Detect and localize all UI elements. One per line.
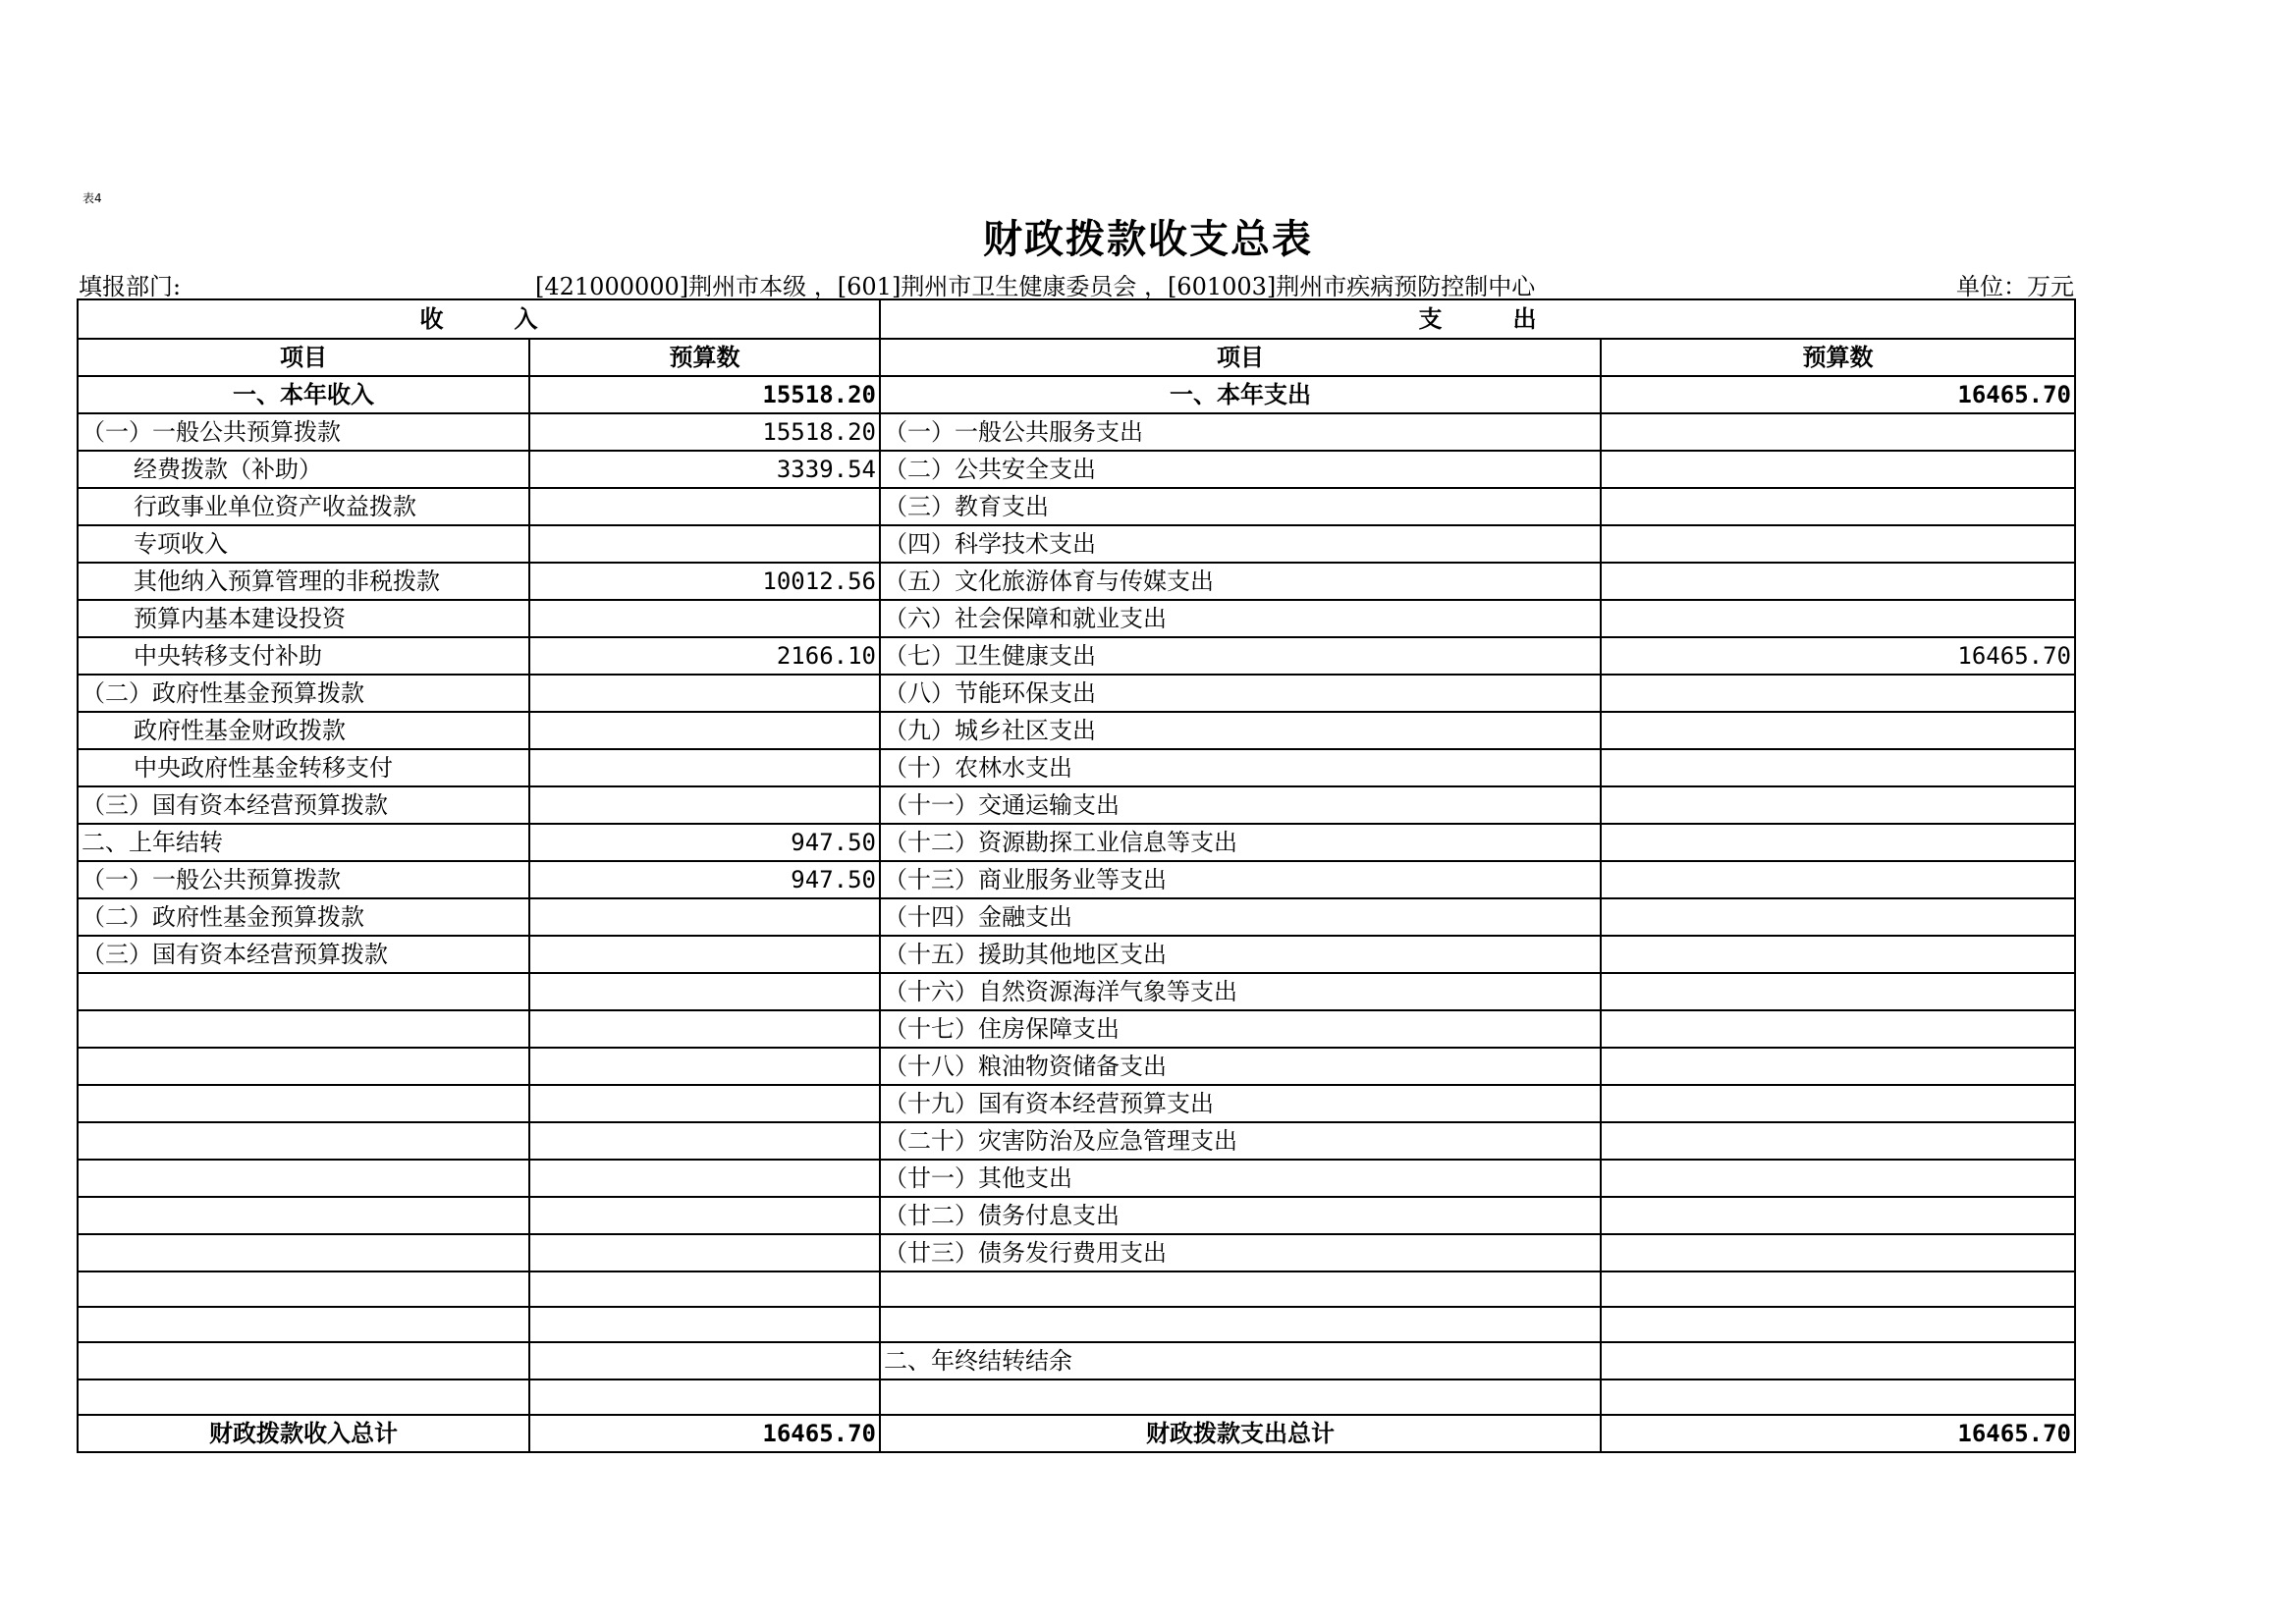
expense-budget-cell <box>1601 600 2075 637</box>
expense-item-cell <box>880 1380 1601 1415</box>
income-item-cell: （三）国有资本经营预算拨款 <box>78 936 529 973</box>
expense-item-cell: （廿二）债务付息支出 <box>880 1197 1601 1234</box>
expense-item-cell: （十一）交通运输支出 <box>880 786 1601 824</box>
income-item-cell: 经费拨款（补助） <box>78 451 529 488</box>
income-budget-cell <box>529 786 880 824</box>
income-budget-cell: 15518.20 <box>529 376 880 413</box>
income-budget-cell <box>529 1197 880 1234</box>
expense-budget-cell: 16465.70 <box>1601 637 2075 675</box>
table-row <box>78 1342 2075 1380</box>
expense-item-cell: （六）社会保障和就业支出 <box>880 600 1601 637</box>
table-row <box>78 1160 2075 1197</box>
table-row <box>78 898 2075 936</box>
table-row <box>78 675 2075 712</box>
income-item-cell <box>78 1234 529 1271</box>
expense-item-cell: （十四）金融支出 <box>880 898 1601 936</box>
expense-item-cell: （十八）粮油物资储备支出 <box>880 1048 1601 1085</box>
expense-budget-cell <box>1601 973 2075 1010</box>
expense-item-cell: （七）卫生健康支出 <box>880 637 1601 675</box>
table-row <box>78 749 2075 786</box>
table-row <box>78 413 2075 451</box>
income-budget-cell <box>529 1234 880 1271</box>
income-budget-cell <box>529 1010 880 1048</box>
expense-budget-cell <box>1601 898 2075 936</box>
income-item-cell: （一）一般公共预算拨款 <box>78 413 529 451</box>
table-row <box>78 712 2075 749</box>
income-budget-cell: 15518.20 <box>529 413 880 451</box>
income-budget-cell <box>529 712 880 749</box>
income-budget-cell <box>529 675 880 712</box>
income-item-cell <box>78 1010 529 1048</box>
fill-dept-label: 填报部门: <box>79 273 182 300</box>
table-row <box>78 786 2075 824</box>
table-row <box>78 1380 2075 1415</box>
expense-budget-cell <box>1601 1380 2075 1415</box>
table-row <box>78 1307 2075 1342</box>
income-budget-cell: 16465.70 <box>529 1415 880 1452</box>
income-item-cell: 中央政府性基金转移支付 <box>78 749 529 786</box>
expense-item-cell <box>880 1271 1601 1307</box>
income-item-cell: （一）一般公共预算拨款 <box>78 861 529 898</box>
expense-item-cell: （十三）商业服务业等支出 <box>880 861 1601 898</box>
income-budget-cell <box>529 1271 880 1307</box>
expense-item-cell: （一）一般公共服务支出 <box>880 413 1601 451</box>
income-item-cell <box>78 973 529 1010</box>
income-budget-cell <box>529 1342 880 1380</box>
expense-budget-cell <box>1601 1234 2075 1271</box>
expense-item-cell <box>880 1307 1601 1342</box>
finance-summary-table <box>77 298 2076 1453</box>
expense-budget-cell <box>1601 675 2075 712</box>
expense-budget-cell <box>1601 749 2075 786</box>
table-row <box>78 936 2075 973</box>
table-row <box>78 1048 2075 1085</box>
income-item-cell <box>78 1342 529 1380</box>
income-item-cell: 行政事业单位资产收益拨款 <box>78 488 529 525</box>
expense-budget-header: 预算数 <box>1601 339 2075 376</box>
income-budget-cell <box>529 1085 880 1122</box>
expense-budget-cell <box>1601 1271 2075 1307</box>
income-item-header: 项目 <box>78 339 529 376</box>
expense-item-cell: 二、年终结转结余 <box>880 1342 1601 1380</box>
expense-budget-cell: 16465.70 <box>1601 376 2075 413</box>
income-item-cell: （二）政府性基金预算拨款 <box>78 675 529 712</box>
expense-budget-cell <box>1601 1085 2075 1122</box>
expense-budget-cell <box>1601 1122 2075 1160</box>
expense-budget-cell <box>1601 1010 2075 1048</box>
expense-item-cell: （十七）住房保障支出 <box>880 1010 1601 1048</box>
table-row <box>78 1197 2075 1234</box>
income-section-header: 收 入 <box>78 299 880 339</box>
expense-budget-cell <box>1601 525 2075 563</box>
income-budget-cell <box>529 600 880 637</box>
expense-item-cell: （四）科学技术支出 <box>880 525 1601 563</box>
expense-budget-cell: 16465.70 <box>1601 1415 2075 1452</box>
table-row <box>78 600 2075 637</box>
expense-item-cell: （九）城乡社区支出 <box>880 712 1601 749</box>
table-row <box>78 488 2075 525</box>
income-budget-cell <box>529 525 880 563</box>
expense-item-cell: （二）公共安全支出 <box>880 451 1601 488</box>
expense-section-header: 支 出 <box>880 299 2075 339</box>
expense-budget-cell <box>1601 786 2075 824</box>
page-title: 财政拨款收支总表 <box>983 216 1313 262</box>
income-item-cell: 预算内基本建设投资 <box>78 600 529 637</box>
income-item-cell <box>78 1160 529 1197</box>
expense-budget-cell <box>1601 936 2075 973</box>
column-header-row <box>78 339 2075 376</box>
section-header-row <box>78 299 2075 339</box>
table-row <box>78 563 2075 600</box>
income-item-cell <box>78 1048 529 1085</box>
income-item-cell: （三）国有资本经营预算拨款 <box>78 786 529 824</box>
expense-item-cell: （十）农林水支出 <box>880 749 1601 786</box>
income-item-cell: 其他纳入预算管理的非税拨款 <box>78 563 529 600</box>
expense-budget-cell <box>1601 451 2075 488</box>
income-budget-cell <box>529 1380 880 1415</box>
table-row <box>78 1271 2075 1307</box>
table-row <box>78 637 2075 675</box>
income-item-cell: 政府性基金财政拨款 <box>78 712 529 749</box>
income-budget-cell: 10012.56 <box>529 563 880 600</box>
unit-label: 单位：万元 <box>1956 273 2074 300</box>
income-budget-cell <box>529 898 880 936</box>
expense-item-cell: （十二）资源勘探工业信息等支出 <box>880 824 1601 861</box>
expense-item-cell: （八）节能环保支出 <box>880 675 1601 712</box>
expense-budget-cell <box>1601 1307 2075 1342</box>
income-budget-cell <box>529 936 880 973</box>
expense-budget-cell <box>1601 1197 2075 1234</box>
expense-budget-cell <box>1601 488 2075 525</box>
expense-item-cell: （五）文化旅游体育与传媒支出 <box>880 563 1601 600</box>
table-row <box>78 451 2075 488</box>
income-budget-cell: 947.50 <box>529 861 880 898</box>
expense-budget-cell <box>1601 1342 2075 1380</box>
income-budget-header: 预算数 <box>529 339 880 376</box>
income-budget-cell <box>529 973 880 1010</box>
expense-item-header: 项目 <box>880 339 1601 376</box>
table-row <box>78 824 2075 861</box>
table-row <box>78 973 2075 1010</box>
income-item-cell <box>78 1380 529 1415</box>
table-row <box>78 1010 2075 1048</box>
income-budget-cell <box>529 1122 880 1160</box>
table-row <box>78 1085 2075 1122</box>
income-budget-cell <box>529 1307 880 1342</box>
expense-budget-cell <box>1601 1048 2075 1085</box>
table-row <box>78 1122 2075 1160</box>
expense-item-cell: （廿一）其他支出 <box>880 1160 1601 1197</box>
table-row <box>78 861 2075 898</box>
income-item-cell: 专项收入 <box>78 525 529 563</box>
income-item-cell <box>78 1085 529 1122</box>
expense-item-cell: （十九）国有资本经营预算支出 <box>880 1085 1601 1122</box>
income-item-cell: （二）政府性基金预算拨款 <box>78 898 529 936</box>
table-number-label: 表4 <box>82 191 102 205</box>
department-path: [421000000]荆州市本级 ，[601]荆州市卫生健康委员会 ，[601003]荆州市疾病预防控制中心 <box>535 273 1536 300</box>
income-item-cell <box>78 1271 529 1307</box>
income-item-cell <box>78 1307 529 1342</box>
expense-item-cell: 一、本年支出 <box>880 376 1601 413</box>
expense-budget-cell <box>1601 563 2075 600</box>
income-budget-cell <box>529 1160 880 1197</box>
income-item-cell <box>78 1197 529 1234</box>
expense-budget-cell <box>1601 712 2075 749</box>
income-item-cell: 二、上年结转 <box>78 824 529 861</box>
expense-budget-cell <box>1601 861 2075 898</box>
income-budget-cell: 2166.10 <box>529 637 880 675</box>
table-row <box>78 525 2075 563</box>
expense-item-cell: （十六）自然资源海洋气象等支出 <box>880 973 1601 1010</box>
expense-item-cell: （三）教育支出 <box>880 488 1601 525</box>
income-budget-cell <box>529 488 880 525</box>
expense-item-cell: （十五）援助其他地区支出 <box>880 936 1601 973</box>
table-row <box>78 1415 2075 1452</box>
income-item-cell: 财政拨款收入总计 <box>78 1415 529 1452</box>
expense-budget-cell <box>1601 413 2075 451</box>
income-item-cell: 中央转移支付补助 <box>78 637 529 675</box>
expense-item-cell: （廿三）债务发行费用支出 <box>880 1234 1601 1271</box>
expense-item-cell: 财政拨款支出总计 <box>880 1415 1601 1452</box>
income-budget-cell <box>529 1048 880 1085</box>
expense-budget-cell <box>1601 824 2075 861</box>
income-budget-cell: 947.50 <box>529 824 880 861</box>
income-item-cell: 一、本年收入 <box>78 376 529 413</box>
income-budget-cell <box>529 749 880 786</box>
income-item-cell <box>78 1122 529 1160</box>
table-row <box>78 1234 2075 1271</box>
expense-budget-cell <box>1601 1160 2075 1197</box>
table-row <box>78 376 2075 413</box>
expense-item-cell: （二十）灾害防治及应急管理支出 <box>880 1122 1601 1160</box>
income-budget-cell: 3339.54 <box>529 451 880 488</box>
